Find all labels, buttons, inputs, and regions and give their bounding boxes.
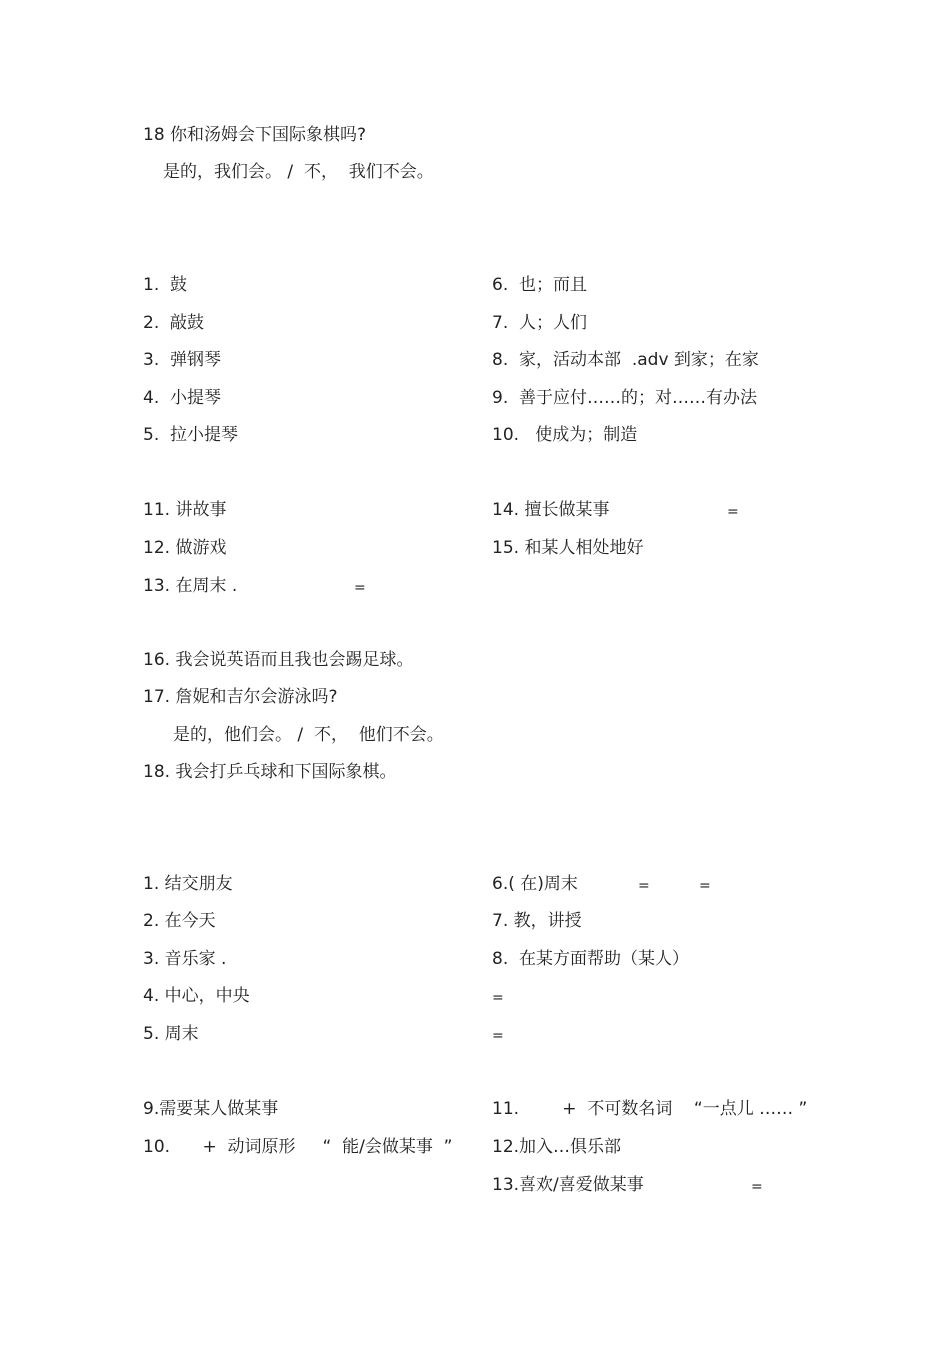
phrases1-left-item: 11. 讲故事	[143, 500, 227, 520]
sentence-18: 18. 我会打乒乓球和下国际象棋。	[143, 762, 397, 782]
vocab1-right-item: 7. 人；人们	[492, 313, 588, 333]
vocab2-left-item: 3. 音乐家 .	[143, 949, 227, 969]
question-18: 18 你和汤姆会下国际象棋吗?	[143, 125, 367, 145]
phrases1-right-item: 15. 和某人相处地好	[492, 538, 644, 558]
vocab2-left-item: 2. 在今天	[143, 911, 216, 931]
phrases1-left-item: 12. 做游戏	[143, 538, 227, 558]
vocab1-left-item: 5. 拉小提琴	[143, 425, 239, 445]
phrase-10: 10. + 动词原形 “ 能/会做某事 ”	[143, 1137, 453, 1157]
equals-sign: =	[638, 878, 650, 894]
vocab1-left-item: 2. 敲鼓	[143, 313, 205, 333]
phrase-11: 11. + 不可数名词 “一点儿 …… ”	[492, 1099, 808, 1119]
vocab1-right-item: 6. 也；而且	[492, 275, 588, 295]
equals-sign: =	[492, 990, 504, 1006]
phrases1-right-item: 14. 擅长做某事	[492, 500, 610, 520]
sentence-16: 16. 我会说英语而且我也会踢足球。	[143, 650, 414, 670]
phrase-13: 13.喜欢/喜爱做某事	[492, 1175, 644, 1195]
equals-sign: =	[492, 1028, 504, 1044]
equals-sign: =	[751, 1179, 763, 1195]
vocab1-left-item: 1. 鼓	[143, 275, 188, 295]
vocab1-right-item: 9. 善于应付……的；对……有办法	[492, 388, 758, 408]
answer-18: 是的，我们会。 / 不， 我们不会。	[163, 162, 434, 182]
vocab1-right-item: 10. 使成为；制造	[492, 425, 638, 445]
vocab2-left-item: 1. 结交朋友	[143, 874, 233, 894]
vocab2-right-item: 7. 教，讲授	[492, 911, 582, 931]
sentence-17: 17. 詹妮和吉尔会游泳吗?	[143, 687, 338, 707]
vocab2-left-item: 5. 周末	[143, 1024, 199, 1044]
vocab1-right-item: 8. 家，活动本部 .adv 到家；在家	[492, 350, 759, 370]
equals-sign: =	[727, 504, 739, 520]
equals-sign: =	[699, 878, 711, 894]
vocab2-right-item: 8. 在某方面帮助（某人）	[492, 949, 690, 969]
vocab1-left-item: 3. 弹钢琴	[143, 350, 222, 370]
equals-sign: =	[354, 580, 366, 596]
answer-17: 是的，他们会。 / 不， 他们不会。	[173, 725, 444, 745]
vocab2-left-item: 4. 中心，中央	[143, 986, 250, 1006]
phrase-12: 12.加入…俱乐部	[492, 1137, 622, 1157]
vocab1-left-item: 4. 小提琴	[143, 388, 222, 408]
vocab2-right-item: 6.( 在)周末	[492, 874, 578, 894]
phrases1-left-item: 13. 在周末 .	[143, 576, 238, 596]
phrase-9: 9.需要某人做某事	[143, 1099, 279, 1119]
